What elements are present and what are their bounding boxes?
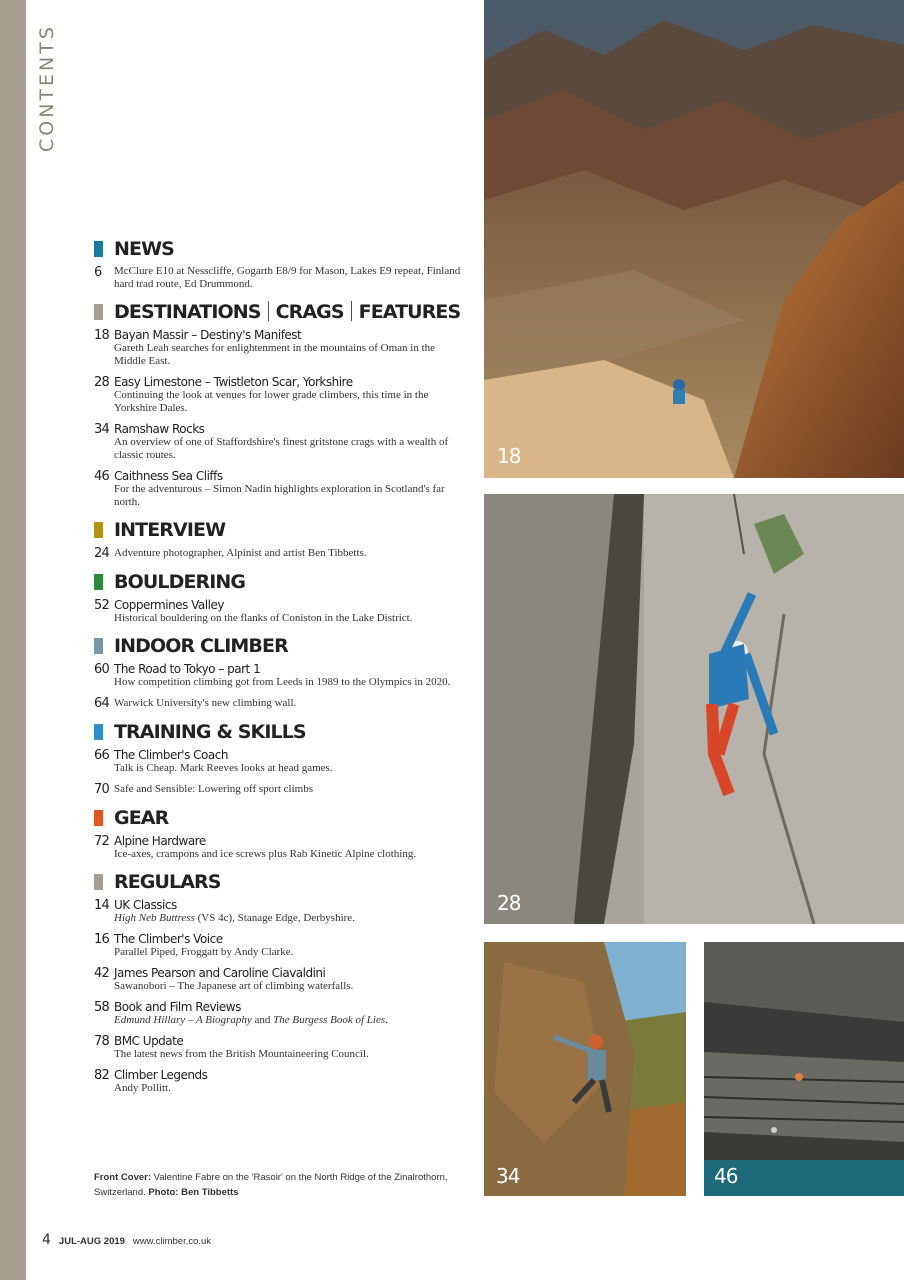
page-number: 60 bbox=[94, 662, 109, 677]
toc-entry[interactable] bbox=[94, 898, 466, 925]
section-title: INDOOR CLIMBER bbox=[114, 635, 288, 657]
issue-date: JUL-AUG 2019 bbox=[58, 1236, 125, 1247]
section-gear bbox=[94, 805, 466, 861]
entry-description: Sawanobori – The Japanese art of climbing waterfalls. bbox=[114, 980, 354, 992]
toc-entry[interactable] bbox=[94, 1068, 466, 1095]
photo-page-label: 18 bbox=[497, 444, 521, 468]
page-number: 28 bbox=[94, 375, 109, 390]
news-color-bar bbox=[94, 241, 103, 257]
page-number: 72 bbox=[94, 834, 109, 849]
toc-entry[interactable] bbox=[94, 782, 466, 797]
entry-description: McClure E10 at Nesscliffe, Gogarth E8/9 for Mason, Lakes E9 repeat, Finland hard trad route, Ed Drummond. bbox=[114, 265, 461, 290]
entry-description: Parallel Piped, Froggatt by Andy Clarke. bbox=[114, 946, 294, 958]
toc-entry[interactable] bbox=[94, 834, 466, 861]
entry-description: Continuing the look at venues for lower grade climbers, this time in the Yorkshire Dales. bbox=[114, 389, 429, 414]
page-number: 82 bbox=[94, 1068, 109, 1083]
entry-description: Ice-axes, crampons and ice screws plus Rab Kinetic Alpine clothing. bbox=[114, 848, 417, 860]
page-number: 46 bbox=[94, 469, 109, 484]
toc-entry[interactable] bbox=[94, 598, 466, 625]
contents-label: CONTENTS bbox=[36, 24, 58, 152]
photo-18-oman-mountains[interactable] bbox=[484, 0, 904, 478]
toc-entry[interactable] bbox=[94, 469, 466, 509]
toc-entry[interactable] bbox=[94, 696, 466, 711]
entry-title: Ramshaw Rocks bbox=[114, 422, 205, 436]
entry-description: Warwick University's new climbing wall. bbox=[114, 697, 297, 709]
toc-entry[interactable] bbox=[94, 1000, 466, 1027]
toc-entry[interactable] bbox=[94, 748, 466, 775]
limestone-climber-image bbox=[484, 494, 904, 924]
entry-description: Safe and Sensible: Lowering off sport climbs bbox=[114, 783, 313, 795]
training-color-bar bbox=[94, 724, 103, 740]
entry-title: Bayan Massir – Destiny's Manifest bbox=[114, 328, 302, 342]
entry-description: An overview of one of Staffordshire's finest gritstone crags with a wealth of classic routes. bbox=[114, 436, 449, 461]
page-number: 42 bbox=[94, 966, 109, 981]
section-title: BOULDERING bbox=[114, 571, 246, 593]
toc-entry[interactable] bbox=[94, 932, 466, 959]
section-regulars bbox=[94, 869, 466, 1095]
page-number: 18 bbox=[94, 328, 109, 343]
entry-title: Coppermines Valley bbox=[114, 598, 224, 612]
page-number: 52 bbox=[94, 598, 109, 613]
entry-title: UK Classics bbox=[114, 898, 177, 912]
entry-title: Climber Legends bbox=[114, 1068, 208, 1082]
photo-28-limestone-climber[interactable] bbox=[484, 494, 904, 924]
photo-page-label: 28 bbox=[497, 891, 521, 915]
section-destinations bbox=[94, 299, 466, 509]
entry-title: Caithness Sea Cliffs bbox=[114, 469, 223, 483]
entry-description: How competition climbing got from Leeds in 1989 to the Olympics in 2020. bbox=[114, 676, 451, 688]
toc-entry[interactable] bbox=[94, 662, 466, 689]
section-title: GEAR bbox=[114, 807, 169, 829]
section-bouldering bbox=[94, 569, 466, 625]
toc-entry[interactable] bbox=[94, 966, 466, 993]
entry-title: The Road to Tokyo – part 1 bbox=[114, 662, 261, 676]
entry-title: Book and Film Reviews bbox=[114, 1000, 241, 1014]
entry-title: Alpine Hardware bbox=[114, 834, 206, 848]
photo-46-caithness-sea-cliffs[interactable] bbox=[704, 942, 904, 1196]
entry-description: Historical bouldering on the flanks of Coniston in the Lake District. bbox=[114, 612, 413, 624]
page-number: 24 bbox=[94, 546, 109, 561]
destinations-color-bar bbox=[94, 304, 103, 320]
entry-description: Gareth Leah searches for enlightenment in the mountains of Oman in the Middle East. bbox=[114, 342, 436, 367]
section-title: TRAINING & SKILLS bbox=[114, 721, 306, 743]
mountain-landscape-image bbox=[484, 0, 904, 478]
photo-page-label: 46 bbox=[714, 1164, 738, 1188]
entry-title: BMC Update bbox=[114, 1034, 184, 1048]
photo-34-ramshaw-rocks[interactable] bbox=[484, 942, 686, 1196]
toc-entry[interactable] bbox=[94, 546, 466, 561]
toc-entry[interactable] bbox=[94, 422, 466, 462]
website-url[interactable]: www.climber.co.uk bbox=[132, 1236, 212, 1247]
page-number: 14 bbox=[94, 898, 109, 913]
entry-description: Andy Pollitt. bbox=[114, 1082, 171, 1094]
page-number: 6 bbox=[94, 265, 102, 280]
page-footer bbox=[42, 1232, 211, 1248]
section-training-skills bbox=[94, 719, 466, 797]
sea-cliff-image bbox=[704, 942, 904, 1196]
interview-color-bar bbox=[94, 522, 103, 538]
entry-description: For the adventurous – Simon Nadin highlights exploration in Scotland's far north. bbox=[114, 483, 445, 508]
folio: 4 bbox=[42, 1232, 51, 1248]
entry-description: Edmund Hillary – A Biography and The Burgess Book of Lies. bbox=[114, 1014, 388, 1026]
photo-page-label: 34 bbox=[496, 1164, 520, 1188]
page-number: 64 bbox=[94, 696, 109, 711]
section-news bbox=[94, 236, 466, 291]
page-number: 66 bbox=[94, 748, 109, 763]
toc-entry[interactable] bbox=[94, 328, 466, 368]
section-title: INTERVIEW bbox=[114, 519, 226, 541]
page-number: 78 bbox=[94, 1034, 109, 1049]
section-indoor-climber bbox=[94, 633, 466, 711]
indoor-color-bar bbox=[94, 638, 103, 654]
toc-entry[interactable] bbox=[94, 265, 466, 291]
entry-description: Talk is Cheap. Mark Reeves looks at head games. bbox=[114, 762, 333, 774]
gear-color-bar bbox=[94, 810, 103, 826]
section-title: NEWS bbox=[114, 238, 174, 260]
section-title: DESTINATIONS CRAGS FEATURES bbox=[114, 301, 461, 323]
page-number: 70 bbox=[94, 782, 109, 797]
gritstone-climber-image bbox=[484, 942, 686, 1196]
regulars-color-bar bbox=[94, 874, 103, 890]
entry-description: The latest news from the British Mountaineering Council. bbox=[114, 1048, 369, 1060]
toc-entry[interactable] bbox=[94, 375, 466, 415]
entry-title: The Climber's Coach bbox=[114, 748, 228, 762]
bouldering-color-bar bbox=[94, 574, 103, 590]
entry-description: High Neb Buttress (VS 4c), Stanage Edge, Derbyshire. bbox=[114, 912, 355, 924]
toc-entry[interactable] bbox=[94, 1034, 466, 1061]
entry-title: The Climber's Voice bbox=[114, 932, 223, 946]
entry-description: Adventure photographer, Alpinist and artist Ben Tibbetts. bbox=[114, 547, 367, 559]
page-number: 58 bbox=[94, 1000, 109, 1015]
table-of-contents bbox=[94, 236, 466, 1103]
section-interview bbox=[94, 517, 466, 561]
entry-title: Easy Limestone – Twistleton Scar, Yorkshire bbox=[114, 375, 353, 389]
page-number: 16 bbox=[94, 932, 109, 947]
entry-title: James Pearson and Caroline Ciavaldini bbox=[114, 966, 326, 980]
page-number: 34 bbox=[94, 422, 109, 437]
front-cover-caption: Front Cover: Valentine Fabre on the 'Rasoir' on the North Ridge of the Zinalrothorn, Switzerland. Photo: Ben Tibbetts bbox=[94, 1172, 448, 1198]
section-title: REGULARS bbox=[114, 871, 221, 893]
page-spine bbox=[0, 0, 26, 1280]
